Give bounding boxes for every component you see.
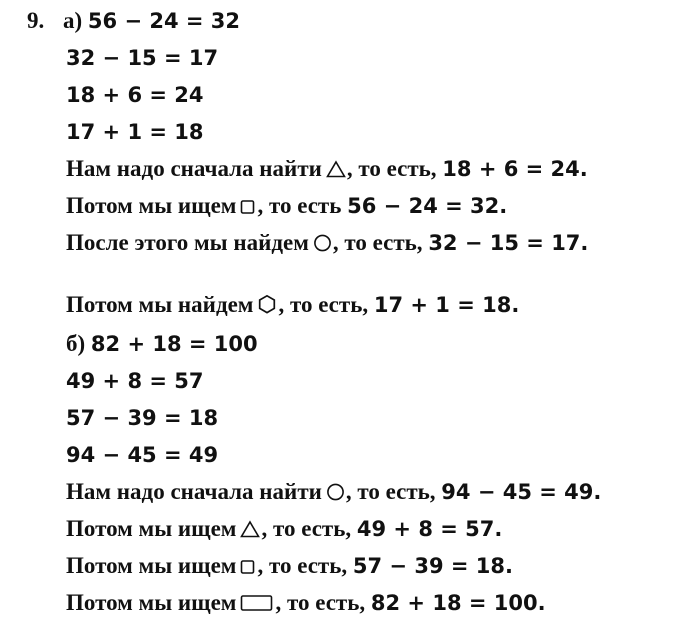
- part-b-equation-2: [66, 366, 204, 396]
- part-a-explanation-4: [66, 290, 519, 320]
- part-b-equation-3: [66, 403, 218, 433]
- triangle-icon: [240, 520, 260, 538]
- part-b-explanation-1: [66, 477, 601, 507]
- part-b-explanation-3: [66, 551, 513, 581]
- explanation-prefix: Потом мы ищем: [66, 590, 237, 615]
- square-icon: [240, 559, 256, 575]
- part-a-explanation-1: [66, 154, 588, 184]
- rectangle-icon: [240, 594, 274, 612]
- equation-text: 32 − 15 = 17: [66, 46, 219, 70]
- explanation-suffix: , то есть: [257, 193, 342, 218]
- equation-text: 49 + 8 = 57: [66, 369, 204, 393]
- explanation-prefix: Потом мы ищем: [66, 193, 237, 218]
- equation-text: 18 + 6 = 24: [66, 83, 204, 107]
- part-b-label: б): [66, 331, 86, 356]
- part-a-label: а): [63, 8, 83, 33]
- explanation-prefix: Потом мы найдем: [66, 292, 254, 317]
- equation-text: 17 + 1 = 18: [66, 120, 204, 144]
- circle-icon: [313, 233, 332, 252]
- explanation-suffix: , то есть,: [257, 553, 348, 578]
- explanation-expr: 56 − 24 = 32.: [347, 194, 508, 218]
- task-number: 9.: [27, 8, 45, 33]
- part-b-equation-1: [66, 329, 258, 359]
- part-b-equation-4: [66, 440, 218, 470]
- explanation-prefix: После этого мы найдем: [66, 230, 309, 255]
- part-a-equation-4: [66, 117, 204, 147]
- explanation-prefix: Потом мы ищем: [66, 553, 237, 578]
- explanation-expr: 18 + 6 = 24.: [442, 157, 588, 181]
- explanation-suffix: , то есть,: [275, 590, 366, 615]
- part-a-equation-3: [66, 80, 204, 110]
- part-a-equation-1: [63, 6, 240, 36]
- equation-text: 56 − 24 = 32: [87, 9, 241, 33]
- explanation-suffix: , то есть,: [332, 230, 423, 255]
- explanation-expr: 82 + 18 = 100.: [370, 591, 546, 615]
- explanation-expr: 57 − 39 = 18.: [352, 554, 513, 578]
- explanation-expr: 32 − 15 = 17.: [428, 231, 589, 255]
- explanation-suffix: , то есть,: [278, 292, 369, 317]
- hexagon-icon: [257, 294, 277, 314]
- equation-text: 57 − 39 = 18: [66, 406, 219, 430]
- circle-icon: [326, 482, 345, 501]
- part-a-equation-2: [66, 43, 218, 73]
- explanation-prefix: Нам надо сначала найти: [66, 479, 322, 504]
- explanation-prefix: Потом мы ищем: [66, 516, 237, 541]
- explanation-prefix: Нам надо сначала найти: [66, 156, 322, 181]
- part-a-explanation-2: [66, 191, 507, 221]
- explanation-expr: 94 − 45 = 49.: [441, 480, 602, 504]
- explanation-expr: 49 + 8 = 57.: [356, 517, 503, 541]
- explanation-suffix: , то есть,: [346, 156, 437, 181]
- part-b-explanation-2: [66, 514, 502, 544]
- equation-text: 94 − 45 = 49: [66, 443, 219, 467]
- part-b-explanation-4: [66, 588, 546, 618]
- explanation-expr: 17 + 1 = 18.: [373, 293, 520, 317]
- explanation-suffix: , то есть,: [261, 516, 352, 541]
- equation-text: 82 + 18 = 100: [90, 332, 258, 356]
- explanation-suffix: , то есть,: [345, 479, 436, 504]
- triangle-icon: [326, 160, 346, 178]
- part-a-explanation-3: [66, 228, 588, 258]
- square-icon: [240, 199, 256, 215]
